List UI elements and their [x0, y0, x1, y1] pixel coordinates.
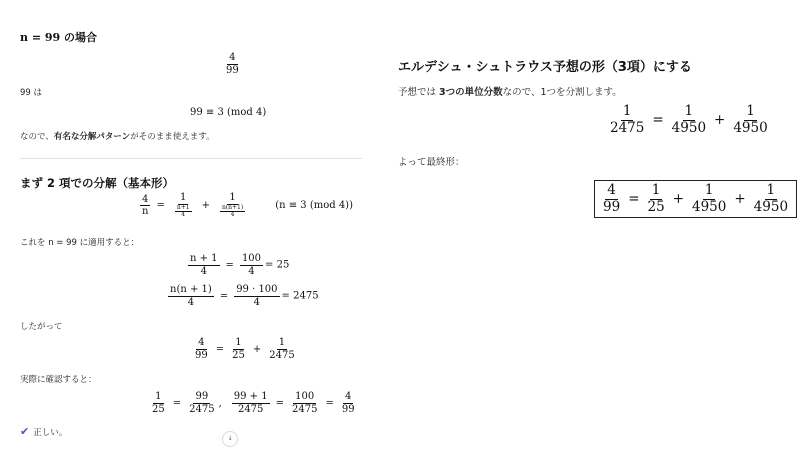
- final-b-num: 1: [704, 182, 714, 198]
- calc2-eq: =: [219, 290, 229, 302]
- gen-t1-num: 1: [180, 192, 187, 203]
- gen-plus: +: [201, 200, 210, 212]
- general-formula: [138, 192, 353, 219]
- calc1-eq: =: [225, 259, 234, 271]
- final-lhs-num: 4: [607, 182, 616, 198]
- split-lhs-den: 2475: [610, 119, 645, 136]
- therefore-text: したがって: [20, 322, 63, 332]
- gen-t2-den-num: n(n+1): [221, 203, 244, 211]
- r2-b-den: 2475: [269, 349, 295, 361]
- section-heading: まず 2 項での分解（基本形）: [20, 176, 175, 190]
- gen-t1-den-num: n+1: [176, 203, 190, 211]
- right-heading: エルデシュ・シュトラウス予想の形（3項）にする: [398, 60, 692, 75]
- final-a-den: 25: [647, 198, 665, 215]
- right-para-post: なので、1つを分割します。: [502, 87, 622, 98]
- intro-fraction: [222, 52, 243, 76]
- pattern-paragraph: [20, 130, 215, 142]
- v-a-num: 1: [155, 391, 162, 402]
- r2-lhs-num: 4: [198, 337, 205, 348]
- v-eq2: =: [275, 397, 284, 409]
- split-a-num: 1: [684, 103, 694, 119]
- v-a-den: 25: [152, 403, 165, 415]
- scroll-down-icon[interactable]: ↓: [222, 431, 238, 447]
- r2-plus: +: [252, 343, 262, 355]
- right-para-bold: 3つの単位分数: [439, 87, 503, 98]
- intro-frac-num: 4: [229, 52, 236, 63]
- two-term-result: [191, 337, 299, 361]
- calc2-num2: 99 · 100: [236, 284, 278, 295]
- line-99: 99 は: [20, 88, 43, 98]
- v-e-num: 4: [345, 391, 352, 402]
- calc1-den: 4: [200, 265, 207, 277]
- gen-lhs-den: n: [142, 206, 149, 218]
- r2-b-num: 1: [278, 337, 286, 348]
- gen-condition: (n ≡ 3 (mod 4)): [275, 200, 353, 212]
- v-b-num: 99: [195, 391, 209, 402]
- split-eq: =: [652, 112, 664, 129]
- r2-a-den: 25: [232, 349, 245, 361]
- v-e-den: 99: [341, 403, 355, 415]
- split-lhs-num: 1: [622, 103, 632, 119]
- apply-text: これを n = 99 に適用すると：: [20, 238, 140, 248]
- gen-eq: =: [156, 200, 165, 212]
- final-c-num: 1: [766, 182, 776, 198]
- calc2-result: = 2475: [281, 290, 319, 302]
- calc2-den: 4: [187, 296, 195, 308]
- congruence: 99 ≡ 3 (mod 4): [190, 107, 267, 118]
- gen-t2-den-den: 4: [230, 211, 235, 219]
- v-c-num: 99 + 1: [233, 391, 268, 402]
- calc1-num: n + 1: [190, 253, 218, 264]
- gen-t1-den-den: 4: [181, 211, 186, 219]
- split-b-num: 1: [746, 103, 755, 119]
- final-eq: =: [628, 191, 640, 208]
- calc1-den2: 4: [248, 265, 255, 277]
- pattern-post: がそのまま使えます。: [130, 132, 215, 142]
- split-plus: +: [714, 112, 726, 129]
- final-a-num: 1: [651, 182, 661, 198]
- final-plus2: +: [734, 191, 746, 208]
- final-formula: [594, 180, 797, 218]
- split-b-den: 4950: [733, 119, 768, 136]
- case-heading: n = 99 の場合: [20, 31, 98, 44]
- correct-line: [20, 425, 67, 438]
- right-paragraph: [398, 84, 622, 98]
- correct-text: 正しい。: [33, 428, 68, 438]
- v-b-den: 2475: [189, 403, 215, 415]
- calc-step-1: [186, 253, 289, 277]
- v-eq1: =: [172, 397, 182, 409]
- pattern-bold: 有名な分解パターン: [53, 132, 131, 142]
- section-divider: [20, 158, 362, 159]
- calc-step-2: [166, 284, 319, 308]
- split-a-den: 4950: [671, 119, 707, 136]
- final-lhs-den: 99: [603, 198, 621, 215]
- final-plus1: +: [672, 191, 684, 208]
- verify-text: 実際に確認すると：: [20, 375, 97, 385]
- right-para-pre: 予想では: [398, 87, 440, 98]
- final-c-den: 4950: [753, 198, 789, 215]
- calc2-den2: 4: [253, 296, 261, 308]
- r2-lhs-den: 99: [195, 349, 208, 361]
- split-formula: [606, 104, 772, 136]
- gen-t2-num: 1: [229, 192, 236, 203]
- v-eq3: =: [325, 397, 334, 409]
- r2-eq: =: [215, 343, 225, 355]
- calc2-num: n(n + 1): [170, 284, 212, 295]
- intro-frac-den: 99: [226, 64, 239, 76]
- final-b-den: 4950: [692, 198, 727, 215]
- calc1-result: = 25: [265, 259, 290, 271]
- calc1-num2: 100: [241, 253, 262, 264]
- v-c-den: 2475: [237, 403, 264, 415]
- r2-a-num: 1: [235, 337, 242, 348]
- pattern-pre: なので、: [20, 132, 54, 142]
- check-icon: ✔: [20, 425, 30, 438]
- v-d-num: 100: [295, 391, 315, 402]
- final-formula-box: [594, 180, 797, 218]
- final-label: よって最終形：: [398, 157, 465, 168]
- gen-lhs-num: 4: [142, 193, 149, 205]
- v-d-den: 2475: [291, 403, 318, 415]
- v-comma: ,: [218, 397, 222, 409]
- verification: [148, 391, 359, 415]
